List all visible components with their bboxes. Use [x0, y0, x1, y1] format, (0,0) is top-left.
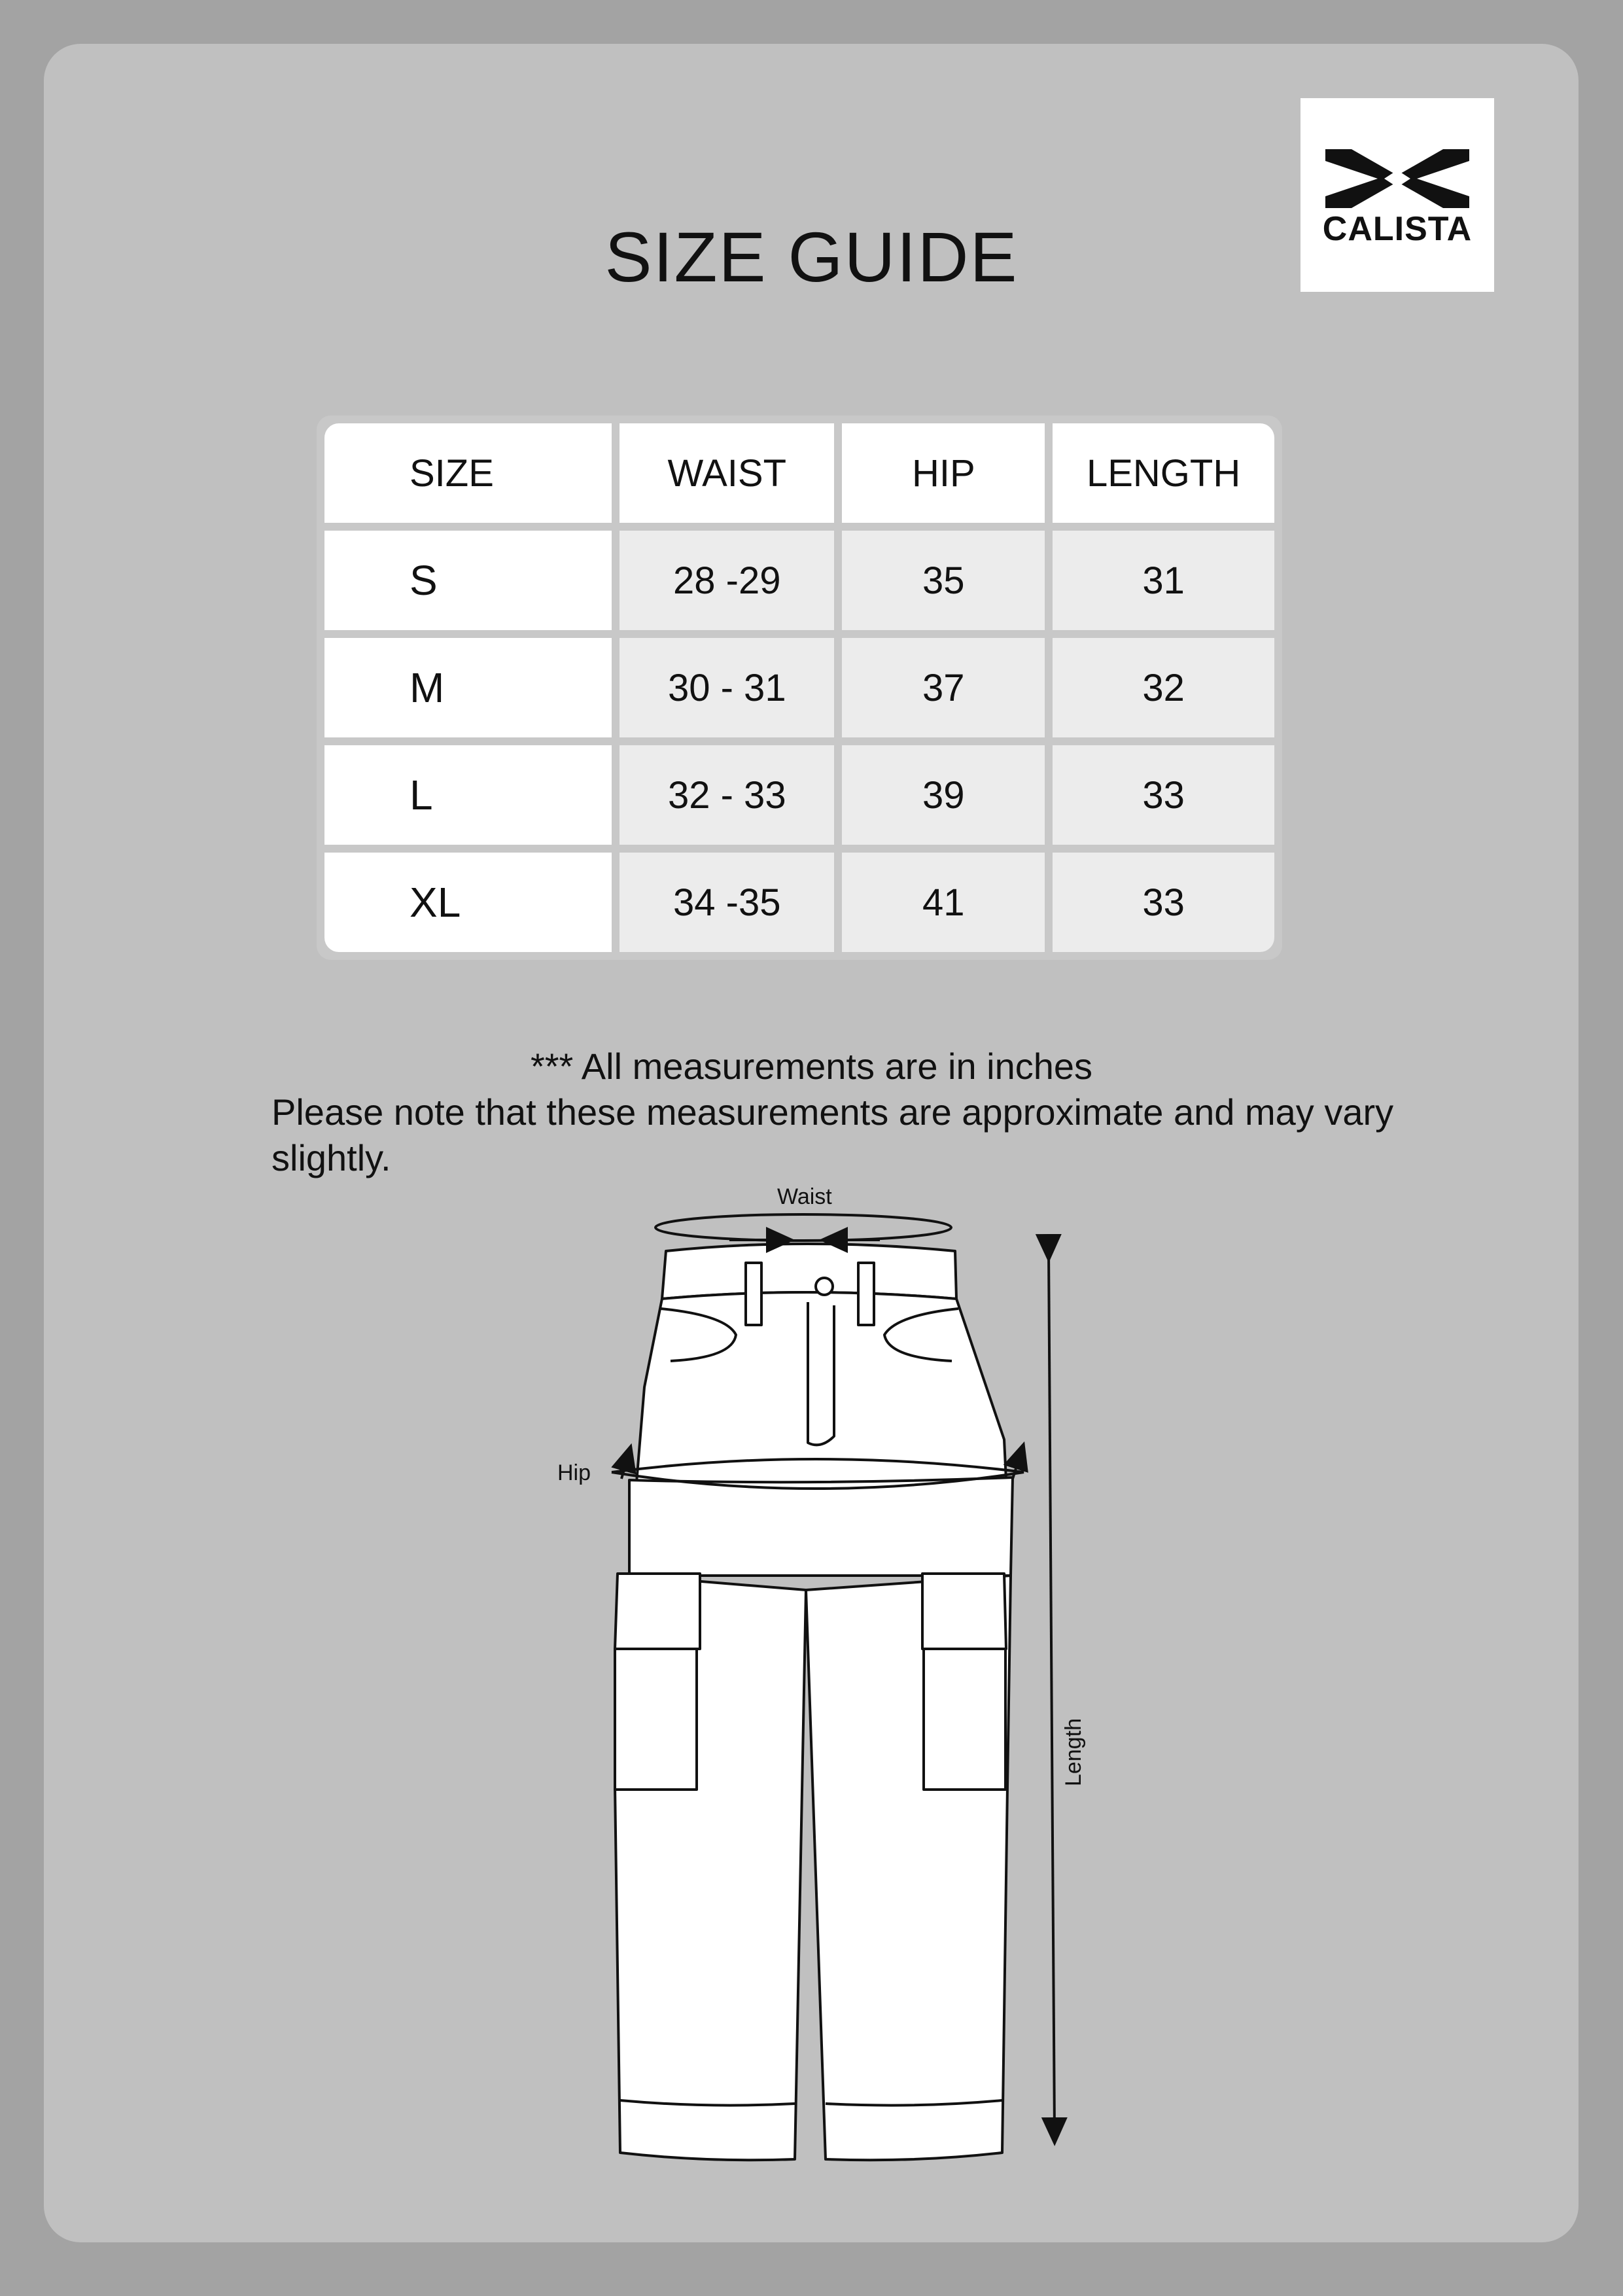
size-cell: M	[324, 638, 612, 737]
length-cell: 33	[1053, 853, 1274, 952]
pants-outline	[615, 1244, 1013, 2160]
brand-name: CALISTA	[1322, 210, 1473, 248]
header-size: SIZE	[324, 423, 612, 523]
length-label: Length	[1061, 1718, 1086, 1786]
length-cell: 32	[1053, 638, 1274, 737]
header-waist: WAIST	[620, 423, 834, 523]
length-arrow	[1049, 1250, 1055, 2133]
waist-measure-ring	[655, 1214, 951, 1241]
waist-label: Waist	[777, 1184, 832, 1209]
header-length: LENGTH	[1053, 423, 1274, 523]
hip-cell: 37	[842, 638, 1045, 737]
length-cell: 31	[1053, 531, 1274, 630]
page-title: SIZE GUIDE	[604, 217, 1019, 296]
disclaimer-note: Please note that these measurements are approximate and may vary slightly.	[271, 1091, 1394, 1178]
waist-cell: 28 -29	[620, 531, 834, 630]
length-cell: 33	[1053, 745, 1274, 845]
units-note: *** All measurements are in inches	[530, 1046, 1093, 1087]
button-icon	[816, 1278, 833, 1295]
size-cell: S	[324, 531, 612, 630]
hip-arrow-right	[1013, 1454, 1021, 1479]
waist-cell: 32 - 33	[620, 745, 834, 845]
hip-cell: 41	[842, 853, 1045, 952]
waist-cell: 30 - 31	[620, 638, 834, 737]
waist-cell: 34 -35	[620, 853, 834, 952]
size-cell: L	[324, 745, 612, 845]
size-cell: XL	[324, 853, 612, 952]
hip-label: Hip	[557, 1460, 591, 1485]
header-hip: HIP	[842, 423, 1045, 523]
hip-cell: 39	[842, 745, 1045, 845]
hip-cell: 35	[842, 531, 1045, 630]
